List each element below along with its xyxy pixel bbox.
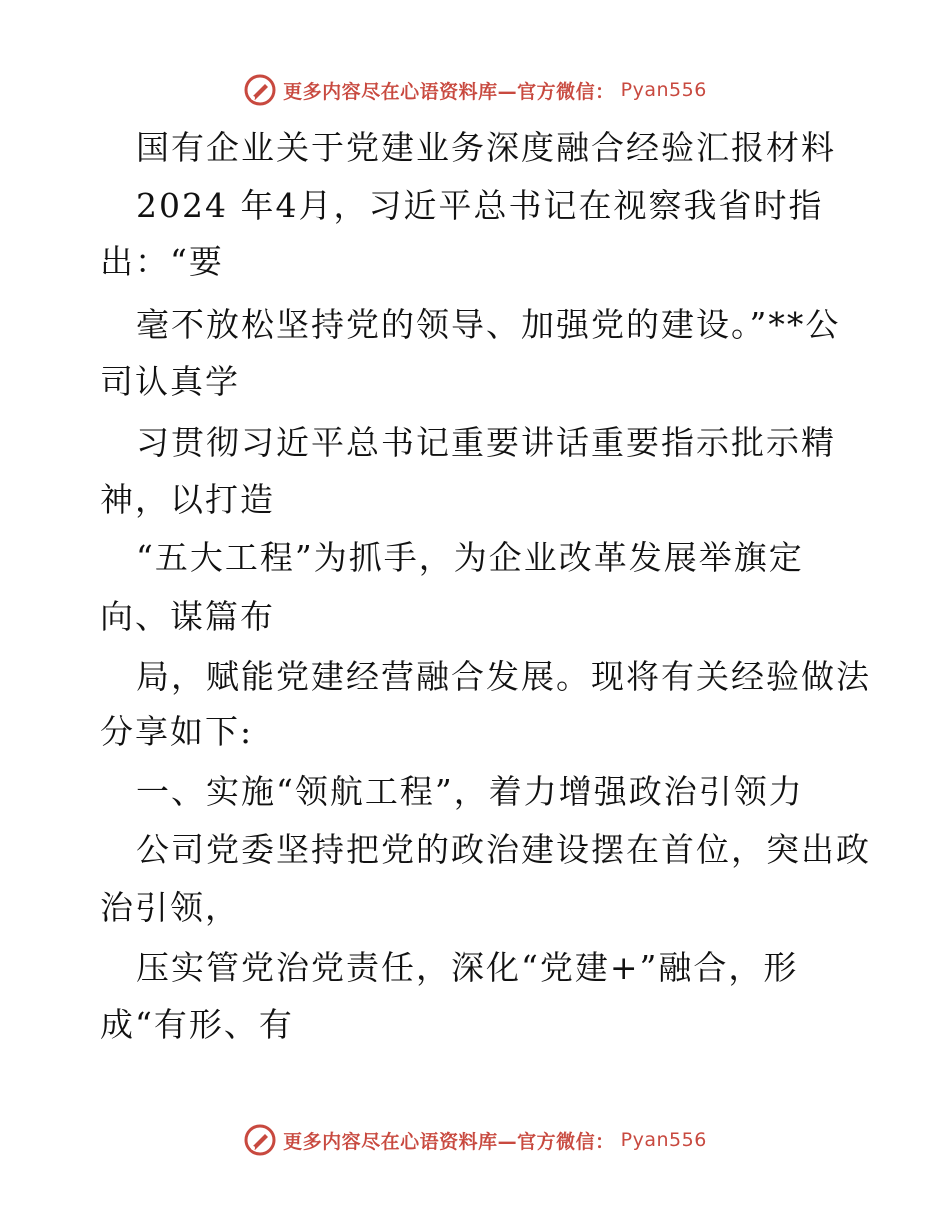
paragraph-line: 压实管党治党责任，深化“党建+”融合，形 — [136, 948, 799, 987]
document-title: 国有企业关于党建业务深度融合经验汇报材料 — [136, 128, 836, 167]
paragraph-line: 治引领， — [100, 888, 240, 927]
paragraph-line: 公司党委坚持把党的政治建设摆在首位，突出政 — [136, 830, 871, 869]
watermark-footer — [0, 1122, 950, 1158]
paragraph-line: “五大工程”为抓手，为企业改革发展举旗定 — [136, 538, 804, 577]
paragraph-line: 分享如下: — [100, 712, 254, 751]
paragraph-line: 成“有形、有 — [100, 1005, 294, 1044]
paragraph-line: 向、谋篇布 — [100, 597, 275, 636]
pen-seal-icon — [243, 1123, 277, 1157]
paragraph-line: 局，赋能党建经营融合发展。现将有关经验做法 — [136, 657, 871, 696]
paragraph-line: 司认真学 — [100, 362, 240, 401]
paragraph-line: 2024 年4月，习近平总书记在视察我省时指 — [136, 186, 824, 225]
paragraph-line: 习贯彻习近平总书记重要讲话重要指示批示精 — [136, 423, 836, 462]
watermark-text: 更多内容尽在心语资料库—官方微信： — [283, 1130, 615, 1153]
paragraph-line: 毫不放松坚持党的领导、加强党的建设。”**公 — [136, 305, 841, 344]
watermark-wechat-id: Pyan556 — [620, 79, 707, 101]
paragraph-line: 出：“要 — [100, 242, 224, 281]
paragraph-line: 神，以打造 — [100, 480, 275, 519]
section-heading: 一、实施“领航工程”，着力增强政治引领力 — [136, 772, 804, 811]
watermark-text: 更多内容尽在心语资料库—官方微信： — [283, 80, 615, 103]
watermark-wechat-id: Pyan556 — [620, 1129, 707, 1151]
